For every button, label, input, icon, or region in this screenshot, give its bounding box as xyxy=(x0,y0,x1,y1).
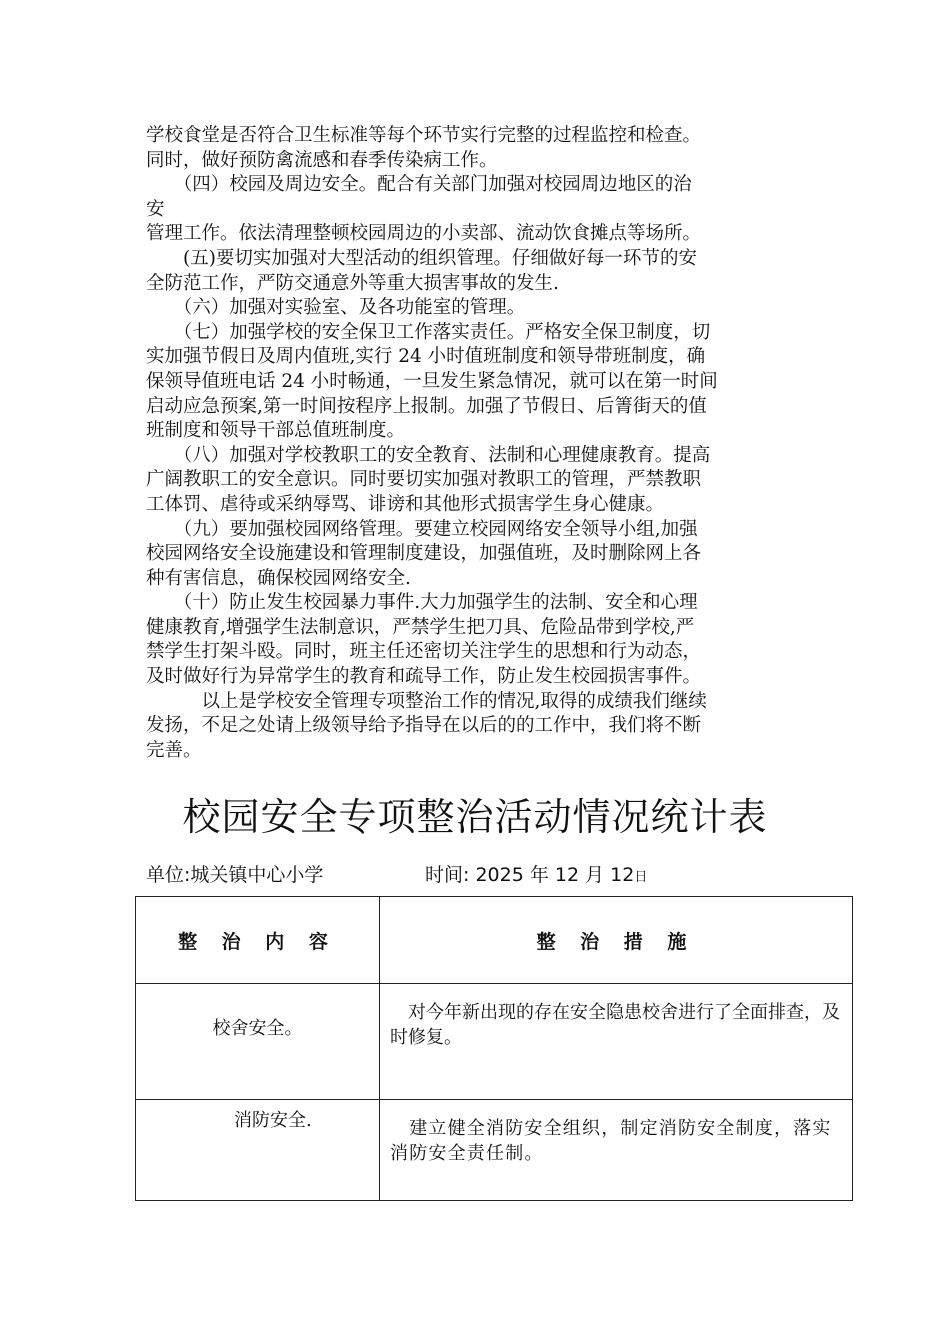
paragraph-line: 学校食堂是否符合卫生标准等每个环节实行完整的过程监控和检查。 xyxy=(146,125,702,146)
table-row xyxy=(136,1100,853,1201)
paragraph-line: 实加强节假日及周内值班,实行 24 小时值班制度和领导带班制度，确 xyxy=(146,346,706,368)
table-title: 校园安全专项整治活动情况统计表 xyxy=(182,795,768,839)
paragraph-line: 及时做好行为异常学生的教育和疏导工作，防止发生校园损害事件。 xyxy=(146,666,702,688)
paragraph-line: （十）防止发生校园暴力事件.大力加强学生的法制、安全和心理 xyxy=(146,592,698,614)
table-row xyxy=(136,984,853,1100)
paragraph-line: 种有害信息，确保校园网络安全. xyxy=(146,567,411,589)
statistics-table xyxy=(135,896,853,1201)
time-suffix: 日 xyxy=(634,870,648,885)
header-content: 整 治 内 容 xyxy=(136,897,380,984)
paragraph-line: 发扬，不足之处请上级领导给予指导在以后的的工作中，我们将不断 xyxy=(146,715,702,737)
paragraph-line: 禁学生打架斗殴。同时，班主任还密切关注学生的思想和行为动态， xyxy=(146,641,702,663)
paragraph-line: （七）加强学校的安全保卫工作落实责任。严格安全保卫制度，切 xyxy=(146,321,711,343)
date-line xyxy=(425,860,647,887)
paragraph-line: 同时，做好预防禽流感和春季传染病工作。 xyxy=(146,149,498,171)
table-header-row xyxy=(136,897,853,984)
unit-label: 单位:城关镇中心小学 xyxy=(146,864,324,886)
paragraph-line: (五)要切实加强对大型活动的组织管理。仔细做好每一环节的安 xyxy=(146,247,697,269)
paragraph-line: 广阔教职工的安全意识。同时要切实加强对教职工的管理，严禁教职 xyxy=(146,469,702,491)
paragraph-line: （六）加强对实验室、及各功能室的管理。 xyxy=(146,297,526,319)
row-item: 消防安全. xyxy=(136,1100,380,1201)
time-value: 2025 年 12 月 12 xyxy=(475,864,635,886)
paragraph-line: 全防范工作，严防交通意外等重大损害事故的发生. xyxy=(146,272,559,294)
paragraph-line: （八）加强对学校教职工的安全教育、法制和心理健康教育。提高 xyxy=(146,444,711,466)
paragraph-line: 校园网络安全设施建设和管理制度建设，加强值班，及时删除网上各 xyxy=(146,543,702,565)
row-measure: 对今年新出现的存在安全隐患校舍进行了全面排查，及时修复。 xyxy=(380,984,853,1100)
paragraph-line: 完善。 xyxy=(146,739,202,761)
paragraph-line: 管理工作。依法清理整顿校园周边的小卖部、流动饮食摊点等场所。 xyxy=(146,223,702,245)
paragraph-line: 保领导值班电话 24 小时畅通，一旦发生紧急情况，就可以在第一时间 xyxy=(146,370,718,392)
paragraph-line: 班制度和领导干部总值班制度。 xyxy=(146,420,406,442)
paragraph-line: 健康教育,增强学生法制意识，严禁学生把刀具、危险品带到学校,严 xyxy=(146,616,695,638)
row-measure: 建立健全消防安全组织，制定消防安全制度，落实消防安全责任制。 xyxy=(380,1100,853,1201)
paragraph-line: 以上是学校安全管理专项整治工作的情况,取得的成绩我们继续 xyxy=(146,690,707,712)
header-measures: 整 治 措 施 xyxy=(380,897,853,984)
time-label: 时间: xyxy=(425,864,470,886)
body-text xyxy=(146,124,806,763)
row-item: 校舍安全。 xyxy=(136,984,380,1100)
paragraph-line: 安 xyxy=(146,198,165,220)
paragraph-line: 工体罚、虐待或采纳辱骂、诽谤和其他形式损害学生身心健康。 xyxy=(146,493,665,515)
paragraph-line: （九）要加强校园网络管理。要建立校园网络安全领导小组,加强 xyxy=(146,518,698,540)
paragraph-line: （四）校园及周边安全。配合有关部门加强对校园周边地区的治 xyxy=(146,174,692,196)
paragraph-line: 启动应急预案,第一时间按程序上报制。加强了节假日、后箐街天的值 xyxy=(146,395,707,417)
